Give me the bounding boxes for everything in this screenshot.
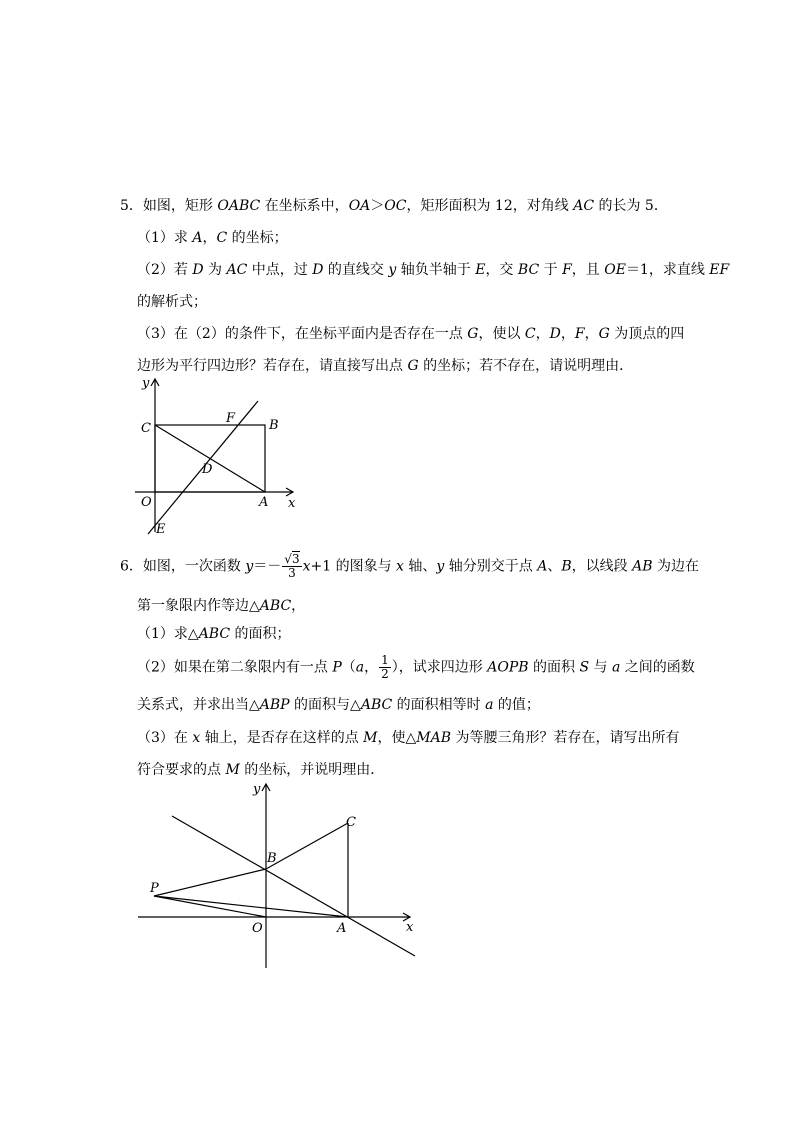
problem-5-question-2-continued: 的解析式； bbox=[137, 294, 207, 310]
label-o: O bbox=[141, 495, 152, 510]
label-f: F bbox=[226, 411, 236, 426]
problem-6-question-2: （2）如果在第二象限内有一点 P（a， $\frac{1}{2}$ ），试求四边形 AOPB 的面积 S 与 a 之间的函数 bbox=[137, 653, 695, 681]
label-x: x bbox=[288, 496, 296, 511]
problem-6-stem: 6．如图，一次函数 y＝－ $\frac{√3}{3}$ x+1 的图象与 x 轴、y 轴分别交于点 A、B，以线段 AB 为边在 bbox=[120, 552, 699, 580]
problem-5-question-3: （3）在（2）的条件下，在坐标平面内是否存在一点 G，使以 C，D，F，G 为顶点的四 bbox=[137, 326, 685, 342]
problem-6-stem-continued: 第一象限内作等边△ABC， bbox=[137, 598, 306, 614]
label-y: y bbox=[253, 782, 261, 797]
label-b: B bbox=[269, 418, 279, 433]
label-a: A bbox=[337, 921, 347, 936]
problem-6-question-3: （3）在 x 轴上，是否存在这样的点 M，使△MAB 为等腰三角形？若存在，请写出所有 bbox=[137, 730, 680, 746]
label-e: E bbox=[156, 522, 166, 537]
line-ab bbox=[172, 816, 415, 956]
problem-5-figure bbox=[130, 372, 310, 542]
problem-5-question-2: （2）若 D 为 AC 中点，过 D 的直线交 y 轴负半轴于 E，交 BC 于 F，且 OE＝1，求直线 EF bbox=[137, 262, 730, 278]
label-c: C bbox=[141, 421, 151, 436]
fraction-one-half: $\frac{1}{2}$ bbox=[381, 653, 389, 681]
label-x: x bbox=[406, 920, 414, 935]
fraction-sqrt3-over-3: $\frac{√3}{3}$ bbox=[284, 552, 300, 580]
segment-pb bbox=[154, 869, 266, 896]
problem-5-question-1: （1）求 A，C 的坐标； bbox=[137, 230, 288, 246]
problem-6-figure bbox=[130, 776, 425, 971]
label-b: B bbox=[267, 851, 277, 866]
problem-5-question-3-continued: 边形为平行四边形？若存在，请直接写出点 G 的坐标；若不存在，请说明理由． bbox=[137, 358, 634, 374]
label-d: D bbox=[202, 462, 213, 477]
problem-6-question-2-continued: 关系式，并求出当△ABP 的面积与△ABC 的面积相等时 a 的值； bbox=[137, 697, 540, 713]
problem-6-question-1: （1）求△ABC 的面积； bbox=[137, 626, 291, 642]
label-p: P bbox=[150, 881, 159, 896]
label-a: A bbox=[259, 495, 269, 510]
label-o: O bbox=[252, 921, 263, 936]
segment-bc bbox=[266, 823, 348, 869]
problem-6-question-3-continued: 符合要求的点 M 的坐标，并说明理由． bbox=[137, 762, 385, 778]
label-c: C bbox=[346, 815, 356, 830]
label-y: y bbox=[142, 376, 150, 391]
problem-5-stem: 5．如图，矩形 OABC 在坐标系中，OA＞OC，矩形面积为 12，对角线 AC 的长为 5． bbox=[120, 198, 668, 214]
